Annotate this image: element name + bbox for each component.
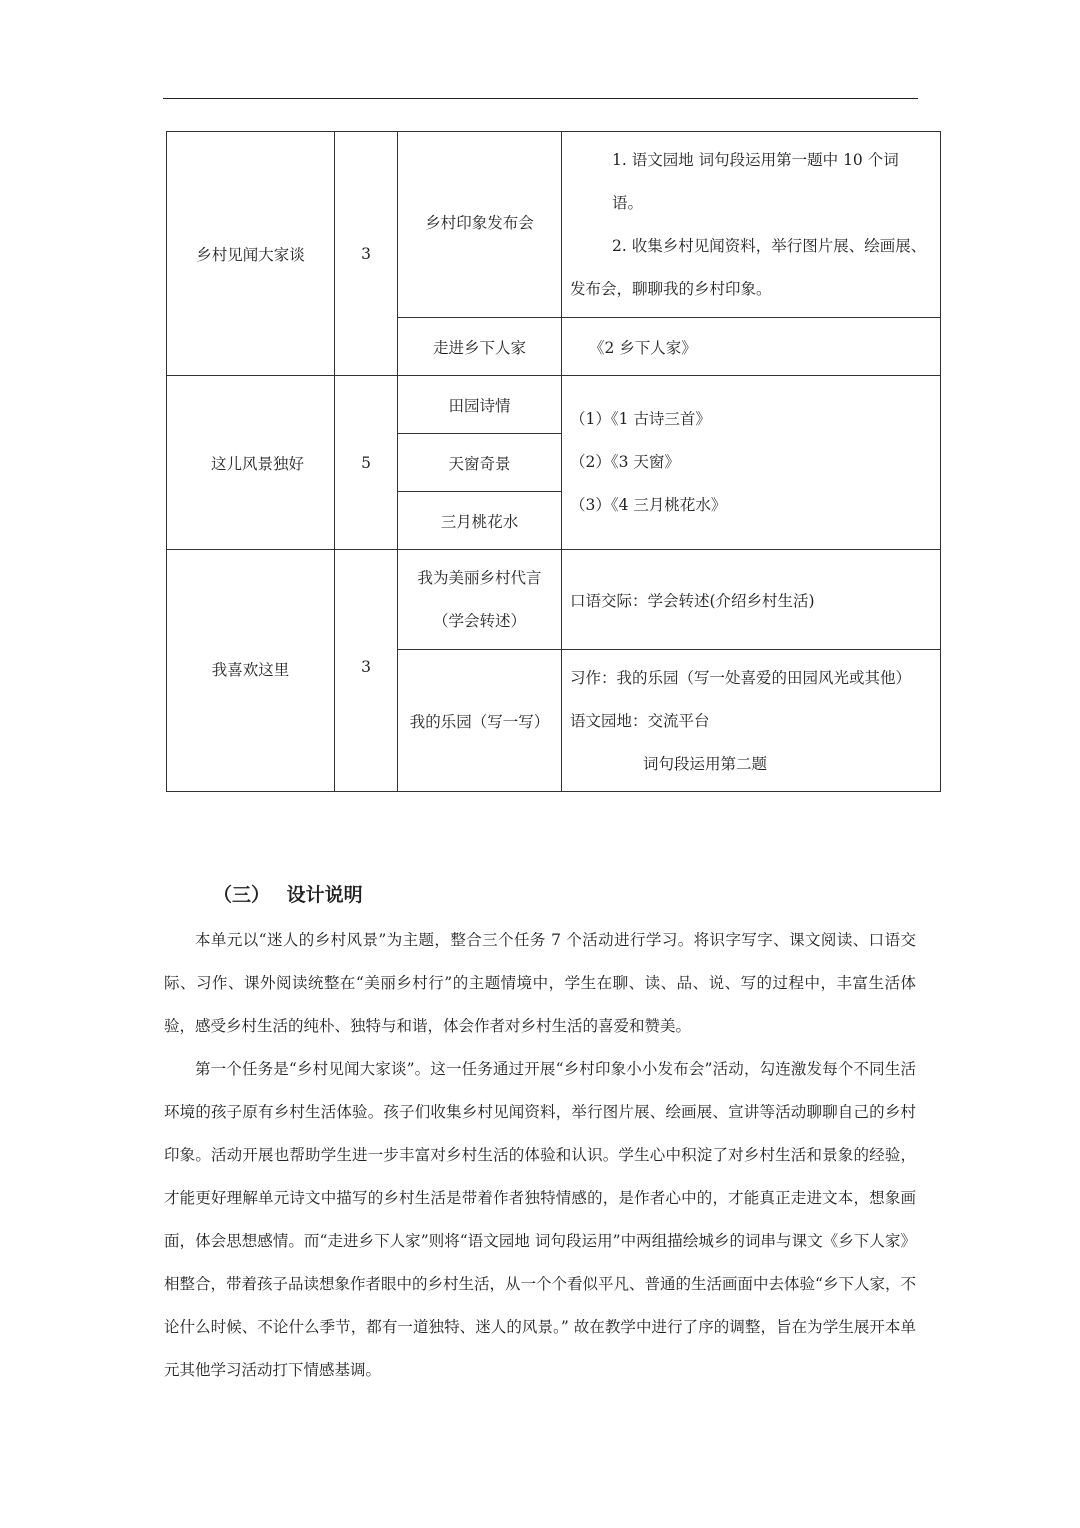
content-line: 习作：我的乐园（写一处喜爱的田园风光或其他） bbox=[570, 669, 912, 687]
task-cell: 乡村见闻大家谈 bbox=[167, 132, 335, 376]
unit-plan-table bbox=[166, 131, 941, 792]
hours-cell: 3 bbox=[335, 550, 398, 792]
content-line: 发布会，聊聊我的乡村印象。 bbox=[570, 280, 772, 298]
activity-cell: 田园诗情 bbox=[398, 376, 562, 434]
content-line: 语。 bbox=[612, 194, 644, 212]
activity-cell bbox=[398, 550, 562, 650]
content-cell: 口语交际：学会转述(介绍乡村生活) bbox=[562, 550, 941, 650]
body-paragraph: 第一个任务是“乡村见闻大家谈”。这一任务通过开展“乡村印象小小发布会”活动，勾连激发每个不同生活环境的孩子原有乡村生活体验。孩子们收集乡村见闻资料，举行图片展、绘画展、宣讲等活动聊聊自己的乡村印象。活动开展也帮助学生进一步丰富对乡村生活的体验和认识。学生心中积淀了对乡村生活和景象的经验，才能更好理解单元诗文中描写的乡村生活是带着作者独特情感的，是作者心中的，才能真正走进文本，想象画面，体会思想感情。而“走进乡下人家”则将“语文园地 词句段运用”中两组描绘城乡的词串与课文《乡下人家》相整合，带着孩子品读想象作者眼中的乡村生活，从一个个看似平凡、普通的生活画面中去体验“乡下人家，不论什么时候、不论什么季节，都有一道独特、迷人的风景。” 故在教学中进行了序的调整，旨在为学生展开本单元其他学习活动打下情感基调。 bbox=[164, 1060, 916, 1379]
task-cell: 这儿风景独好 bbox=[167, 376, 335, 550]
content-line: 1. 语文园地 词句段运用第一题中 10 个词 bbox=[612, 151, 899, 169]
content-cell bbox=[562, 650, 941, 792]
section-body bbox=[164, 919, 916, 1392]
activity-cell: 天窗奇景 bbox=[398, 434, 562, 492]
section-heading bbox=[213, 880, 363, 907]
activity-cell: 乡村印象发布会 bbox=[398, 132, 562, 318]
content-line: 2. 收集乡村见闻资料，举行图片展、绘画展、 bbox=[612, 237, 927, 255]
task-cell: 我喜欢这里 bbox=[167, 550, 335, 792]
table-row bbox=[167, 550, 941, 650]
hours-cell: 5 bbox=[335, 376, 398, 550]
table-row bbox=[167, 376, 941, 434]
content-line: 语文园地：交流平台 bbox=[570, 712, 710, 730]
hours-cell: 3 bbox=[335, 132, 398, 376]
body-paragraph: 本单元以“迷人的乡村风景”为主题，整合三个任务 7 个活动进行学习。将识字写字、课文阅读、口语交际、习作、课外阅读统整在“美丽乡村行”的主题情境中，学生在聊、读、品、说、写的过程中，丰富生活体验，感受乡村生活的纯朴、独特与和谐，体会作者对乡村生活的喜爱和赞美。 bbox=[164, 931, 916, 1035]
section-number: （三） bbox=[213, 884, 271, 906]
section-title: 设计说明 bbox=[286, 884, 363, 906]
content-cell bbox=[562, 132, 941, 318]
activity-cell: 三月桃花水 bbox=[398, 492, 562, 550]
content-cell bbox=[562, 376, 941, 550]
activity-line: （学会转述） bbox=[432, 611, 526, 630]
content-line: 词句段运用第二题 bbox=[643, 755, 768, 773]
table-row bbox=[167, 132, 941, 318]
content-cell: 《2 乡下人家》 bbox=[562, 318, 941, 376]
activity-cell: 走进乡下人家 bbox=[398, 318, 562, 376]
activity-line: 我为美丽乡村代言 bbox=[417, 568, 542, 587]
header-rule bbox=[163, 98, 918, 99]
activity-cell: 我的乐园（写一写） bbox=[398, 650, 562, 792]
content-line: （3）《4 三月桃花水》 bbox=[570, 496, 727, 514]
content-line: （1）《1 古诗三首》 bbox=[570, 410, 711, 428]
content-line: （2）《3 天窗》 bbox=[570, 453, 680, 471]
